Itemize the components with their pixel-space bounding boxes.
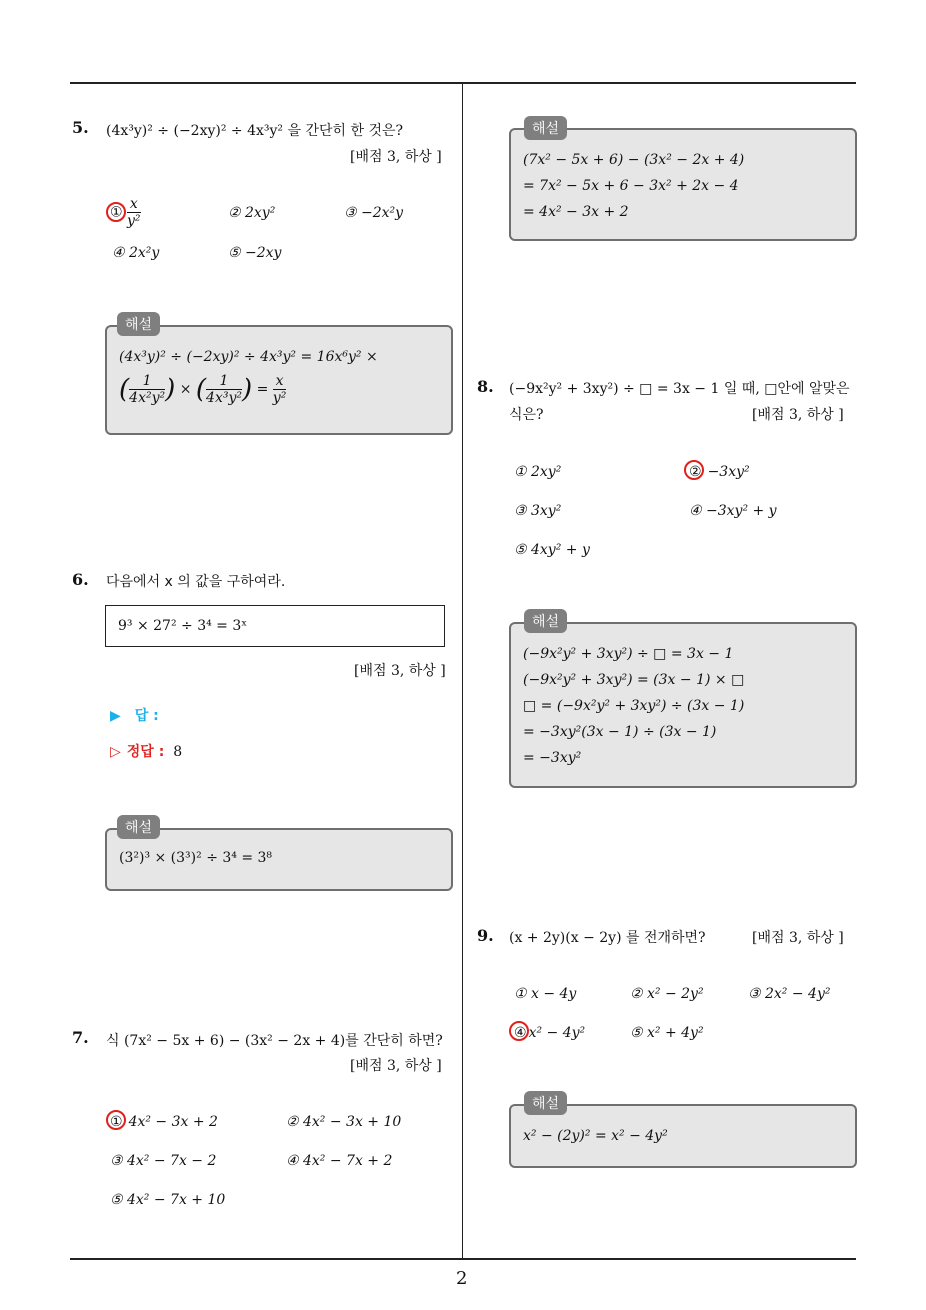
q5-option-1-frac: $\frac{x}{\text{y²}}$ <box>127 196 141 229</box>
q8-solution-line1: (−9x²y² + 3xy²) ÷ □ = 3x − 1 <box>523 646 734 662</box>
bottom-rule <box>70 1258 856 1260</box>
q9-option-3[interactable]: ③ 2x² − 4y² <box>748 986 831 1002</box>
q8-solution-box <box>509 622 857 788</box>
q8-option-5[interactable]: ⑤ 4xy² + y <box>514 542 590 558</box>
column-divider <box>462 84 463 1259</box>
q7-option-5[interactable]: ⑤ 4x² − 7x + 10 <box>110 1192 226 1208</box>
q7-option-4[interactable]: ④ 4x² − 7x + 2 <box>286 1153 393 1169</box>
q9-option-4[interactable]: ④ x² − 4y² <box>514 1025 586 1041</box>
q7-option-2[interactable]: ② 4x² − 3x + 10 <box>286 1114 402 1130</box>
q9-points: [배점 3, 하상 ] <box>752 930 844 946</box>
q6-answer-row <box>110 705 159 725</box>
q8-option-1[interactable]: ① 2xy² <box>514 464 562 480</box>
q8-text-2: 식은? <box>509 407 544 423</box>
q5-option-3[interactable]: ③ −2x²y <box>344 205 404 221</box>
q8-solution-line5: = −3xy² <box>523 750 582 766</box>
q6-answer-label: 답 : <box>134 708 159 724</box>
q9-number: 9. <box>477 926 494 945</box>
q6-text: 다음에서 x 의 값을 구하여라. <box>106 574 286 590</box>
q9-option-2[interactable]: ② x² − 2y² <box>630 986 704 1002</box>
q5-option-1-num: ① <box>110 204 123 221</box>
q7-solution-line3: = 4x² − 3x + 2 <box>523 204 629 220</box>
q9-option-1[interactable]: ① x − 4y <box>514 986 577 1002</box>
q6-correct-label: 정답 : <box>126 744 165 760</box>
q5-solution-box <box>105 325 453 435</box>
top-rule <box>70 82 856 84</box>
q5-solution-line2: ( $\frac{1}{\text{4x²y²}}$ ) × ( $\frac{1}{\text{4x³y²}}$ ) = $\frac{x}{\text{y²}}$ <box>119 373 287 406</box>
q5-solution-line1: (4x³y)² ÷ (−2xy)² ÷ 4x³y² = 16x⁶y² × <box>119 349 378 365</box>
q8-option-4[interactable]: ④ −3xy² + y <box>689 503 777 519</box>
q7-text: 식 (7x² − 5x + 6) − (3x² − 2x + 4)를 간단히 하면? <box>106 1033 443 1049</box>
q9-option-5[interactable]: ⑤ x² + 4y² <box>630 1025 704 1041</box>
q6-correct-value: 8 <box>173 744 183 760</box>
q9-text: (x + 2y)(x − 2y) 를 전개하면? <box>509 930 706 946</box>
q8-solution-tag: 해설 <box>524 609 567 633</box>
q6-given-expression: 9³ × 27² ÷ 3⁴ = 3ˣ <box>118 618 248 634</box>
q6-solution-tag: 해설 <box>117 815 160 839</box>
play-icon: ▶ <box>110 708 121 724</box>
q5-option-2[interactable]: ② 2xy² <box>228 205 276 221</box>
q7-number: 7. <box>72 1028 89 1047</box>
triangle-outline-icon: ▷ <box>110 744 121 760</box>
q8-number: 8. <box>477 377 494 396</box>
q7-option-1[interactable]: ① 4x² − 3x + 2 <box>110 1114 218 1130</box>
q8-text: (−9x²y² + 3xy²) ÷ □ = 3x − 1 일 때, □안에 알맞은 <box>509 381 850 397</box>
q7-solution-line1: (7x² − 5x + 6) − (3x² − 2x + 4) <box>523 152 745 168</box>
q5-solution-tag: 해설 <box>117 312 160 336</box>
q8-solution-line4: = −3xy²(3x − 1) ÷ (3x − 1) <box>523 724 717 740</box>
q8-solution-line3: □ = (−9x²y² + 3xy²) ÷ (3x − 1) <box>523 698 745 714</box>
q6-points: [배점 3, 하상 ] <box>354 663 446 679</box>
q7-solution-box <box>509 128 857 241</box>
q5-points: [배점 3, 하상 ] <box>350 149 442 165</box>
q7-solution-line2: = 7x² − 5x + 6 − 3x² + 2x − 4 <box>523 178 739 194</box>
q7-solution-tag: 해설 <box>524 116 567 140</box>
q8-points: [배점 3, 하상 ] <box>752 407 844 423</box>
q7-points: [배점 3, 하상 ] <box>350 1058 442 1074</box>
q5-number: 5. <box>72 118 89 137</box>
q7-option-3[interactable]: ③ 4x² − 7x − 2 <box>110 1153 217 1169</box>
q5-option-4[interactable]: ④ 2x²y <box>112 245 160 261</box>
q8-solution-line2: (−9x²y² + 3xy²) = (3x − 1) × □ <box>523 672 745 688</box>
q9-solution-tag: 해설 <box>524 1091 567 1115</box>
q9-solution-line1: x² − (2y)² = x² − 4y² <box>523 1128 668 1144</box>
q5-text: (4x³y)² ÷ (−2xy)² ÷ 4x³y² 을 간단히 한 것은? <box>106 123 404 139</box>
page-number: 2 <box>456 1268 468 1289</box>
q5-option-5[interactable]: ⑤ −2xy <box>228 245 282 261</box>
q8-option-2[interactable]: ② −3xy² <box>689 464 750 480</box>
q5-option-1[interactable] <box>110 196 141 229</box>
q6-solution-line1: (3²)³ × (3³)² ÷ 3⁴ = 3⁸ <box>119 850 273 866</box>
q6-number: 6. <box>72 570 89 589</box>
q6-given-box <box>105 605 445 647</box>
q6-correct-row <box>110 741 182 761</box>
q8-option-3[interactable]: ③ 3xy² <box>514 503 562 519</box>
